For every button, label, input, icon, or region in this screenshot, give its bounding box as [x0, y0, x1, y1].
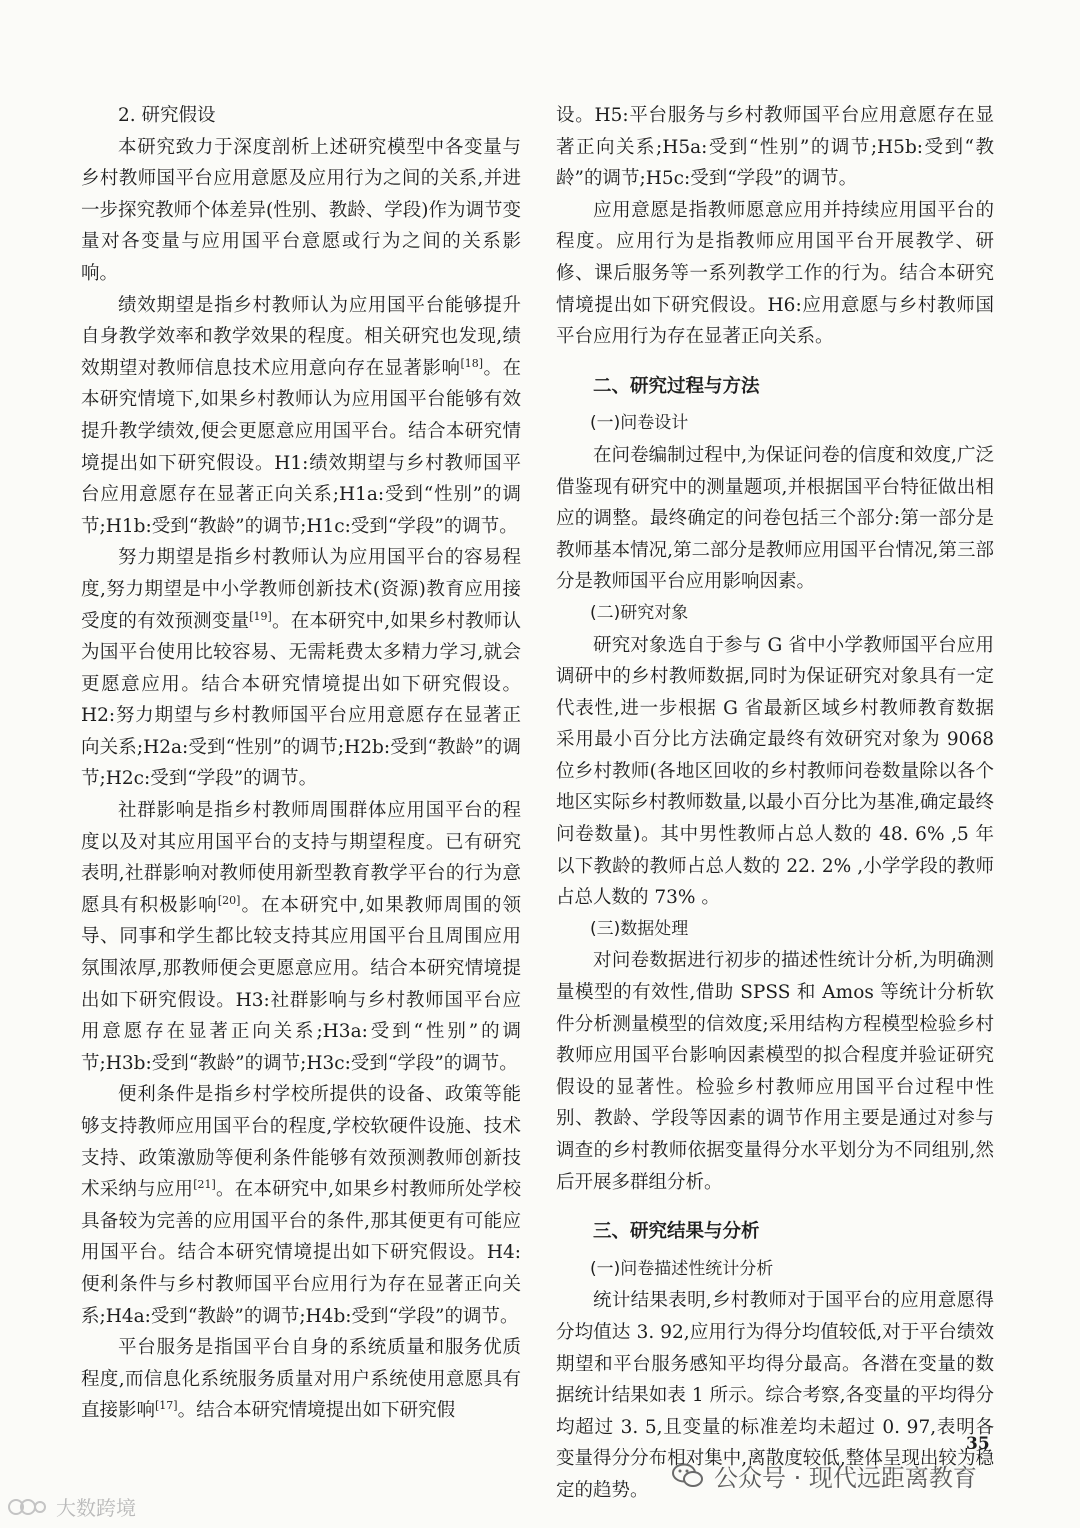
- citation: [20]: [217, 893, 241, 907]
- corner-watermark: [6, 1492, 136, 1521]
- subsection-heading: (三)数据处理: [590, 918, 689, 939]
- subsection-heading: (一)问卷描述性统计分析: [590, 1258, 774, 1279]
- section-heading: 2. 研究假设: [118, 105, 216, 126]
- watermark-text: 公众号 · 现代远距离教育: [714, 1464, 977, 1492]
- paragraph: 对问卷数据进行初步的描述性统计分析,为明确测量模型的有效性,借助 SPSS 和 Amos 等统计分析软件分析测量模型的信效度;采用结构方程模型检验乡村教师应用国平台影响因素模型的拟合程度并验证研究假设的显著性。检验乡村教师应用国平台过程中性别、教龄、学段等因素的调节作用主要是通过对参与调查的乡村教师依据变量得分水平划分为不同组别,然后开展多群组分析。: [556, 950, 994, 1193]
- subsection-heading: (二)研究对象: [590, 602, 689, 623]
- paragraph: 本研究致力于深度剖析上述研究模型中各变量与乡村教师国平台应用意愿及应用行为之间的关系,并进一步探究教师个体差异(性别、教龄、学段)作为调节变量对各变量与应用国平台意愿或行为之间的关系影响。: [81, 136, 521, 284]
- citation: [17]: [155, 1399, 178, 1413]
- subsection-heading: (一)问卷设计: [590, 413, 689, 434]
- paragraph: 统计结果表明,乡村教师对于国平台的应用意愿得分均值达 3. 92,应用行为得分均值较低,对于平台绩效期望和平台服务感知平均得分最高。各潜在变量的数据统计结果如表 1 所示。综合考察,各变量的平均得分均超过 3. 5,且变量的标准差均未超过 0. 97,表明各变量得分分布相对集中,离散度较低,整体呈现出较为稳定的趋势。: [556, 1290, 994, 1501]
- section-heading: 三、研究结果与分析: [593, 1221, 760, 1243]
- paragraph: 设。H5:平台服务与乡村教师国平台应用意愿存在显著正向关系;H5a:受到“性别”的调节;H5b:受到“教龄”的调节;H5c:受到“学段”的调节。: [556, 105, 994, 190]
- paragraph: 便利条件是指乡村学校所提供的设备、政策等能够支持教师应用国平台的程度,学校软硬件设施、技术支持、政策激励等便利条件能够有效预测教师创新技术采纳与应用[21]。在本研究中,如果乡村教师所处学校具备较为完善的应用国平台的条件,那其便更有可能应用国平台。结合本研究情境提出如下研究假设。H4:便利条件与乡村教师国平台应用行为存在显著正向关系;H4a:受到“教龄”的调节;H4b:受到“学段”的调节。: [81, 1084, 521, 1327]
- paragraph: 应用意愿是指教师愿意应用并持续应用国平台的程度。应用行为是指教师应用国平台开展教学、研修、课后服务等一系列教学工作的行为。结合本研究情境提出如下研究假设。H6:应用意愿与乡村教师国平台应用行为存在显著正向关系。: [556, 199, 994, 348]
- corner-text: 大数跨境: [56, 1496, 136, 1520]
- paragraph: 努力期望是指乡村教师认为应用国平台的容易程度,努力期望是中小学教师创新技术(资源)教育应用接受度的有效预测变量[19]。在本研究中,如果乡村教师认为国平台使用比较容易、无需耗费太多精力学习,就会更愿意应用。结合本研究情境提出如下研究假设。H2:努力期望与乡村教师国平台应用意愿存在显著正向关系;H2a:受到“性别”的调节;H2b:受到“教龄”的调节;H2c:受到“学段”的调节。: [81, 547, 521, 790]
- page-number: 35: [966, 1434, 990, 1454]
- citation: [19]: [249, 609, 272, 623]
- paragraph: 平台服务是指国平台自身的系统质量和服务优质程度,而信息化系统服务质量对用户系统使用意愿具有直接影响[17]。结合本研究情境提出如下研究假: [81, 1337, 521, 1422]
- section-heading: 二、研究过程与方法: [593, 375, 760, 397]
- paragraph: 研究对象选自于参与 G 省中小学教师国平台应用调研中的乡村教师数据,同时为保证研究对象具有一定代表性,进一步根据 G 省最新区域乡村教师教育数据采用最小百分比方法确定最终有效研究对象为 9068 位乡村教师(各地区回收的乡村教师问卷数量除以各个地区实际乡村教师数量,以最小百分比为基准,确定最终问卷数量)。其中男性教师占总人数的 48. 6% ,5 年以下教龄的教师占总人数的 22. 2% ,小学学段的教师占总人数的 73% 。: [556, 634, 994, 909]
- paragraph: 绩效期望是指乡村教师认为应用国平台能够提升自身教学效率和教学效果的程度。相关研究也发现,绩效期望对教师信息技术应用意向存在显著影响[18]。在本研究情境下,如果乡村教师认为应用国平台能够有效提升教学绩效,便会更愿意应用国平台。结合本研究情境提出如下研究假设。H1:绩效期望与乡村教师国平台应用意愿存在显著正向关系;H1a:受到“性别”的调节;H1b:受到“教龄”的调节;H1c:受到“学段”的调节。: [81, 294, 521, 537]
- watermark: [672, 1458, 977, 1493]
- left-column: [81, 100, 521, 1427]
- right-column: [556, 100, 994, 1507]
- citation: [18]: [460, 356, 484, 370]
- paragraph: 在问卷编制过程中,为保证问卷的信度和效度,广泛借鉴现有研究中的测量题项,并根据国平台特征做出相应的调整。最终确定的问卷包括三个部分:第一部分是教师基本情况,第二部分是教师应用国平台情况,第三部分是教师国平台应用影响因素。: [556, 444, 994, 593]
- wechat-icon: [672, 1463, 704, 1489]
- citation: [21]: [193, 1178, 216, 1192]
- link-icon: [6, 1496, 50, 1518]
- paragraph: 社群影响是指乡村教师周围群体应用国平台的程度以及对其应用国平台的支持与期望程度。已有研究表明,社群影响对教师使用新型教育教学平台的行为意愿具有积极影响[20]。在本研究中,如果教师周围的领导、同事和学生都比较支持其应用国平台且周围应用氛围浓厚,那教师便会更愿意应用。结合本研究情境提出如下研究假设。H3:社群影响与乡村教师国平台应用意愿存在显著正向关系;H3a:受到“性别”的调节;H3b:受到“教龄”的调节;H3c:受到“学段”的调节。: [81, 800, 521, 1074]
